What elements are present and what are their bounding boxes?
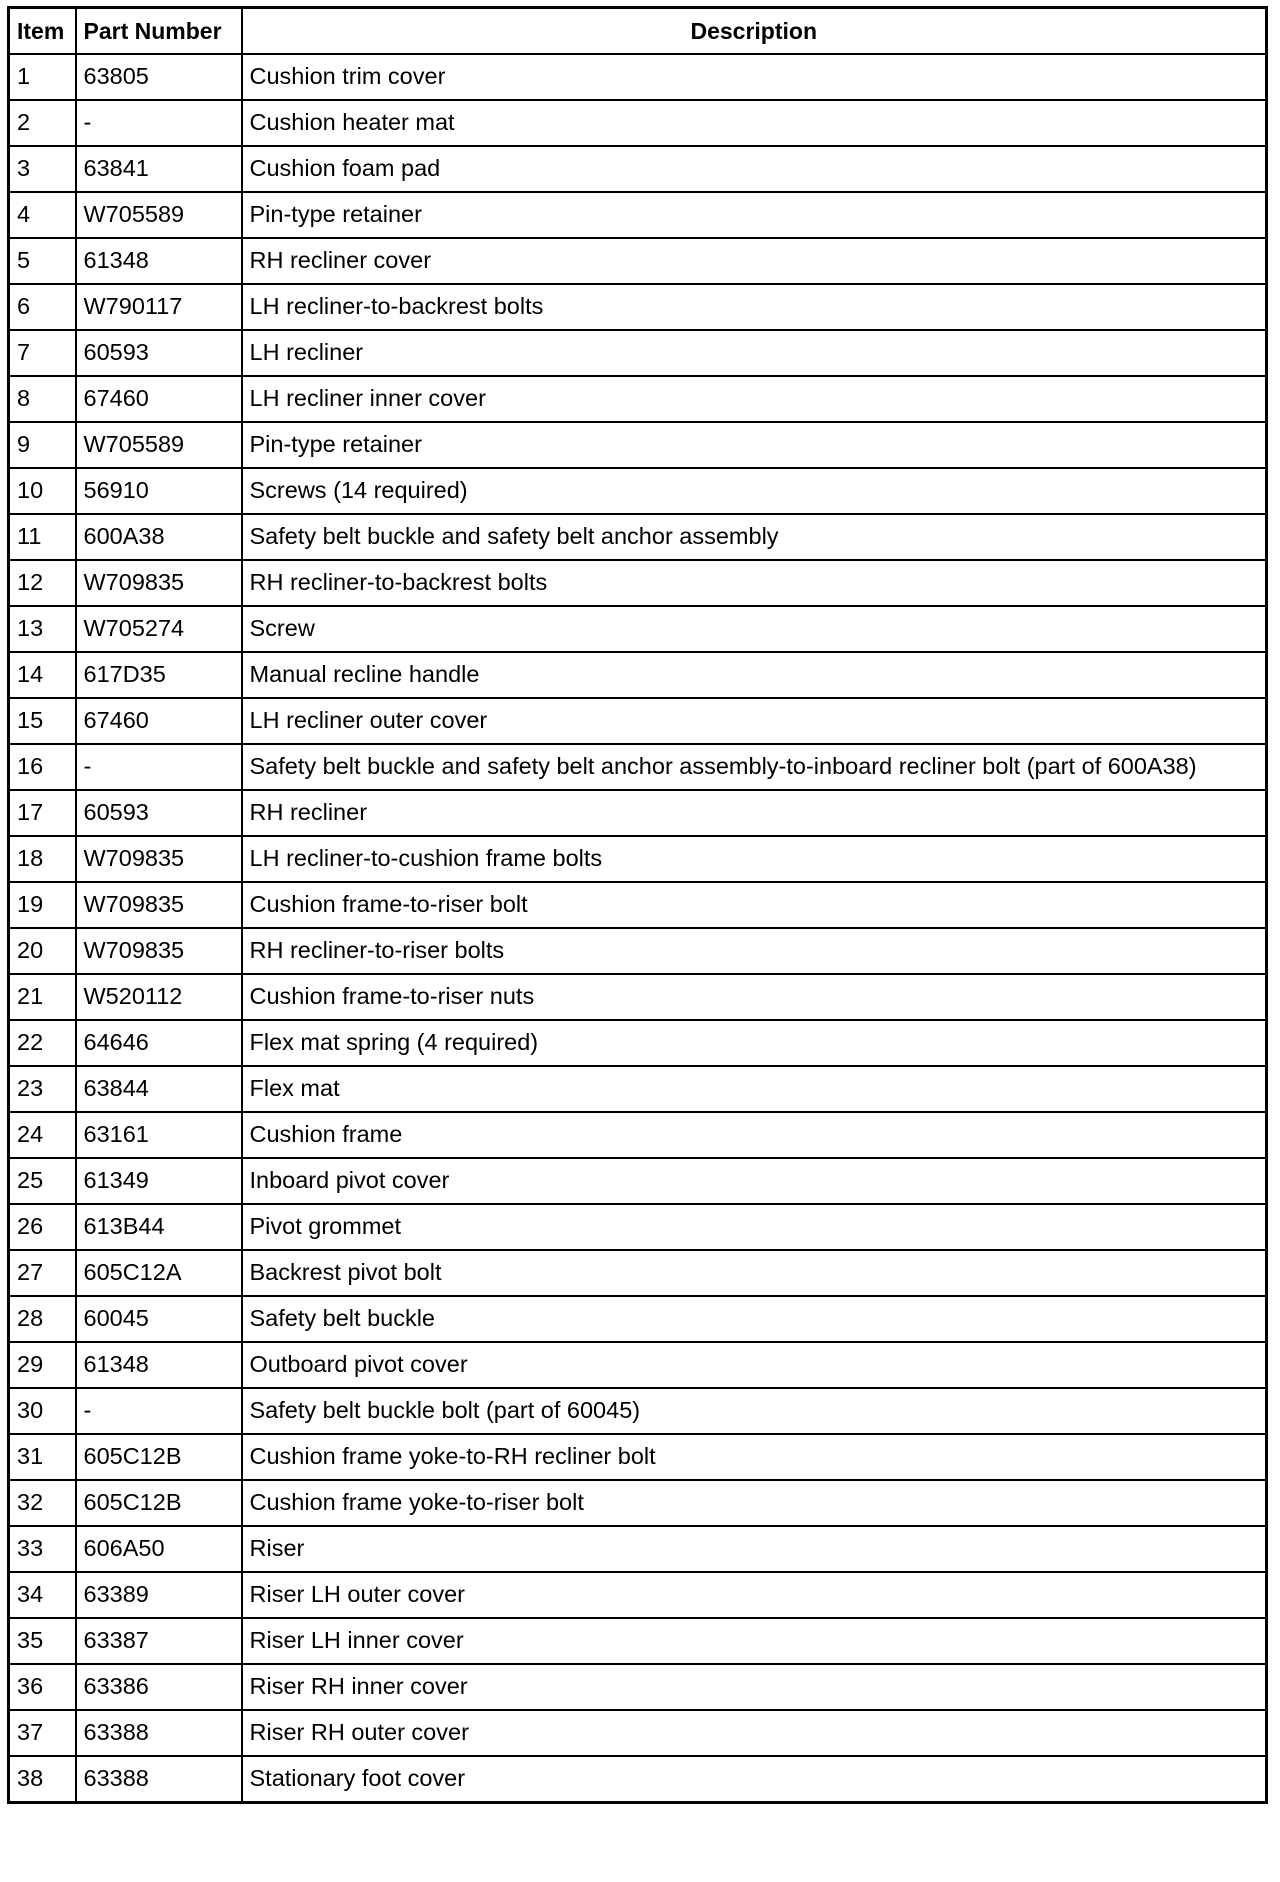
item-cell: 38 — [9, 1756, 76, 1803]
description-cell: Riser — [242, 1526, 1267, 1572]
item-cell: 7 — [9, 330, 76, 376]
table-row — [9, 1710, 1267, 1756]
item-cell: 25 — [9, 1158, 76, 1204]
item-cell: 5 — [9, 238, 76, 284]
table-row — [9, 238, 1267, 284]
description-cell: RH recliner — [242, 790, 1267, 836]
part-number-cell: 63161 — [76, 1112, 242, 1158]
item-cell: 31 — [9, 1434, 76, 1480]
item-cell: 10 — [9, 468, 76, 514]
part-number-cell: W705589 — [76, 192, 242, 238]
part-number-cell: 63389 — [76, 1572, 242, 1618]
part-number-cell: 63386 — [76, 1664, 242, 1710]
table-row — [9, 1434, 1267, 1480]
item-cell: 32 — [9, 1480, 76, 1526]
table-row — [9, 1020, 1267, 1066]
table-row — [9, 1618, 1267, 1664]
table-row — [9, 974, 1267, 1020]
item-cell: 19 — [9, 882, 76, 928]
table-row — [9, 1526, 1267, 1572]
description-cell: Safety belt buckle and safety belt anchor assembly — [242, 514, 1267, 560]
part-number-cell: 67460 — [76, 376, 242, 422]
table-row — [9, 606, 1267, 652]
part-number-cell: 613B44 — [76, 1204, 242, 1250]
table-row — [9, 1572, 1267, 1618]
part-number-cell: 63387 — [76, 1618, 242, 1664]
table-row — [9, 192, 1267, 238]
part-number-cell: - — [76, 744, 242, 790]
item-cell: 21 — [9, 974, 76, 1020]
part-number-cell: 605C12B — [76, 1434, 242, 1480]
description-cell: Safety belt buckle bolt (part of 60045) — [242, 1388, 1267, 1434]
table-row — [9, 744, 1267, 790]
table-row — [9, 652, 1267, 698]
item-cell: 33 — [9, 1526, 76, 1572]
description-cell: Flex mat spring (4 required) — [242, 1020, 1267, 1066]
part-number-cell: 63388 — [76, 1710, 242, 1756]
description-cell: Cushion heater mat — [242, 100, 1267, 146]
part-number-cell: 606A50 — [76, 1526, 242, 1572]
part-number-cell: 60045 — [76, 1296, 242, 1342]
item-cell: 18 — [9, 836, 76, 882]
item-cell: 13 — [9, 606, 76, 652]
item-cell: 15 — [9, 698, 76, 744]
description-cell: Inboard pivot cover — [242, 1158, 1267, 1204]
part-number-cell: 60593 — [76, 330, 242, 376]
description-cell: Safety belt buckle — [242, 1296, 1267, 1342]
description-cell: Manual recline handle — [242, 652, 1267, 698]
description-cell: LH recliner outer cover — [242, 698, 1267, 744]
item-cell: 4 — [9, 192, 76, 238]
table-row — [9, 1296, 1267, 1342]
header-row — [9, 8, 1267, 55]
description-cell: LH recliner inner cover — [242, 376, 1267, 422]
description-cell: Backrest pivot bolt — [242, 1250, 1267, 1296]
table-row — [9, 376, 1267, 422]
description-cell: Riser RH outer cover — [242, 1710, 1267, 1756]
item-cell: 16 — [9, 744, 76, 790]
description-cell: Screw — [242, 606, 1267, 652]
item-cell: 2 — [9, 100, 76, 146]
description-cell: Cushion frame-to-riser nuts — [242, 974, 1267, 1020]
part-number-cell: W709835 — [76, 836, 242, 882]
part-number-cell: 61348 — [76, 1342, 242, 1388]
item-cell: 28 — [9, 1296, 76, 1342]
table-row — [9, 468, 1267, 514]
part-number-cell: 56910 — [76, 468, 242, 514]
table-row — [9, 284, 1267, 330]
item-cell: 11 — [9, 514, 76, 560]
parts-table — [7, 6, 1268, 1804]
table-row — [9, 1480, 1267, 1526]
table-row — [9, 422, 1267, 468]
part-number-cell: - — [76, 100, 242, 146]
description-cell: Screws (14 required) — [242, 468, 1267, 514]
item-cell: 37 — [9, 1710, 76, 1756]
part-number-cell: W520112 — [76, 974, 242, 1020]
header-item: Item — [9, 8, 76, 55]
item-cell: 6 — [9, 284, 76, 330]
part-number-cell: 67460 — [76, 698, 242, 744]
item-cell: 34 — [9, 1572, 76, 1618]
item-cell: 27 — [9, 1250, 76, 1296]
table-row — [9, 1342, 1267, 1388]
item-cell: 24 — [9, 1112, 76, 1158]
item-cell: 22 — [9, 1020, 76, 1066]
item-cell: 20 — [9, 928, 76, 974]
description-cell: Cushion frame yoke-to-riser bolt — [242, 1480, 1267, 1526]
header-part-number: Part Number — [76, 8, 242, 55]
item-cell: 36 — [9, 1664, 76, 1710]
table-row — [9, 1204, 1267, 1250]
part-number-cell: 63844 — [76, 1066, 242, 1112]
item-cell: 23 — [9, 1066, 76, 1112]
part-number-cell: W709835 — [76, 928, 242, 974]
header-description: Description — [242, 8, 1267, 55]
description-cell: Flex mat — [242, 1066, 1267, 1112]
description-cell: RH recliner-to-backrest bolts — [242, 560, 1267, 606]
description-cell: RH recliner cover — [242, 238, 1267, 284]
table-row — [9, 514, 1267, 560]
description-cell: Cushion foam pad — [242, 146, 1267, 192]
part-number-cell: W705274 — [76, 606, 242, 652]
table-row — [9, 836, 1267, 882]
part-number-cell: W790117 — [76, 284, 242, 330]
part-number-cell: 63388 — [76, 1756, 242, 1803]
item-cell: 8 — [9, 376, 76, 422]
table-row — [9, 1756, 1267, 1803]
description-cell: Riser RH inner cover — [242, 1664, 1267, 1710]
description-cell: Cushion frame — [242, 1112, 1267, 1158]
table-row — [9, 54, 1267, 100]
part-number-cell: W709835 — [76, 560, 242, 606]
table-row — [9, 1664, 1267, 1710]
item-cell: 26 — [9, 1204, 76, 1250]
table-row — [9, 1388, 1267, 1434]
part-number-cell: W705589 — [76, 422, 242, 468]
table-row — [9, 882, 1267, 928]
description-cell: Outboard pivot cover — [242, 1342, 1267, 1388]
table-row — [9, 146, 1267, 192]
description-cell: Stationary foot cover — [242, 1756, 1267, 1803]
description-cell: RH recliner-to-riser bolts — [242, 928, 1267, 974]
table-row — [9, 790, 1267, 836]
description-cell: Riser LH inner cover — [242, 1618, 1267, 1664]
item-cell: 17 — [9, 790, 76, 836]
table-row — [9, 928, 1267, 974]
part-number-cell: W709835 — [76, 882, 242, 928]
description-cell: Pin-type retainer — [242, 192, 1267, 238]
part-number-cell: 617D35 — [76, 652, 242, 698]
item-cell: 9 — [9, 422, 76, 468]
part-number-cell: 605C12A — [76, 1250, 242, 1296]
table-row — [9, 1250, 1267, 1296]
item-cell: 30 — [9, 1388, 76, 1434]
item-cell: 3 — [9, 146, 76, 192]
table-row — [9, 100, 1267, 146]
part-number-cell: 64646 — [76, 1020, 242, 1066]
part-number-cell: 605C12B — [76, 1480, 242, 1526]
table-row — [9, 330, 1267, 376]
table-row — [9, 1066, 1267, 1112]
part-number-cell: 60593 — [76, 790, 242, 836]
part-number-cell: 63841 — [76, 146, 242, 192]
description-cell: LH recliner — [242, 330, 1267, 376]
part-number-cell: 61348 — [76, 238, 242, 284]
part-number-cell: 63805 — [76, 54, 242, 100]
description-cell: Cushion frame yoke-to-RH recliner bolt — [242, 1434, 1267, 1480]
table-row — [9, 1112, 1267, 1158]
description-cell: Riser LH outer cover — [242, 1572, 1267, 1618]
table-row — [9, 698, 1267, 744]
description-cell: LH recliner-to-backrest bolts — [242, 284, 1267, 330]
description-cell: Safety belt buckle and safety belt anchor assembly-to-inboard recliner bolt (part of 600A38) — [242, 744, 1267, 790]
table-row — [9, 1158, 1267, 1204]
table-row — [9, 560, 1267, 606]
part-number-cell: 61349 — [76, 1158, 242, 1204]
item-cell: 29 — [9, 1342, 76, 1388]
part-number-cell: - — [76, 1388, 242, 1434]
item-cell: 14 — [9, 652, 76, 698]
item-cell: 1 — [9, 54, 76, 100]
description-cell: Cushion trim cover — [242, 54, 1267, 100]
part-number-cell: 600A38 — [76, 514, 242, 560]
description-cell: Pivot grommet — [242, 1204, 1267, 1250]
item-cell: 12 — [9, 560, 76, 606]
description-cell: Cushion frame-to-riser bolt — [242, 882, 1267, 928]
description-cell: LH recliner-to-cushion frame bolts — [242, 836, 1267, 882]
item-cell: 35 — [9, 1618, 76, 1664]
description-cell: Pin-type retainer — [242, 422, 1267, 468]
